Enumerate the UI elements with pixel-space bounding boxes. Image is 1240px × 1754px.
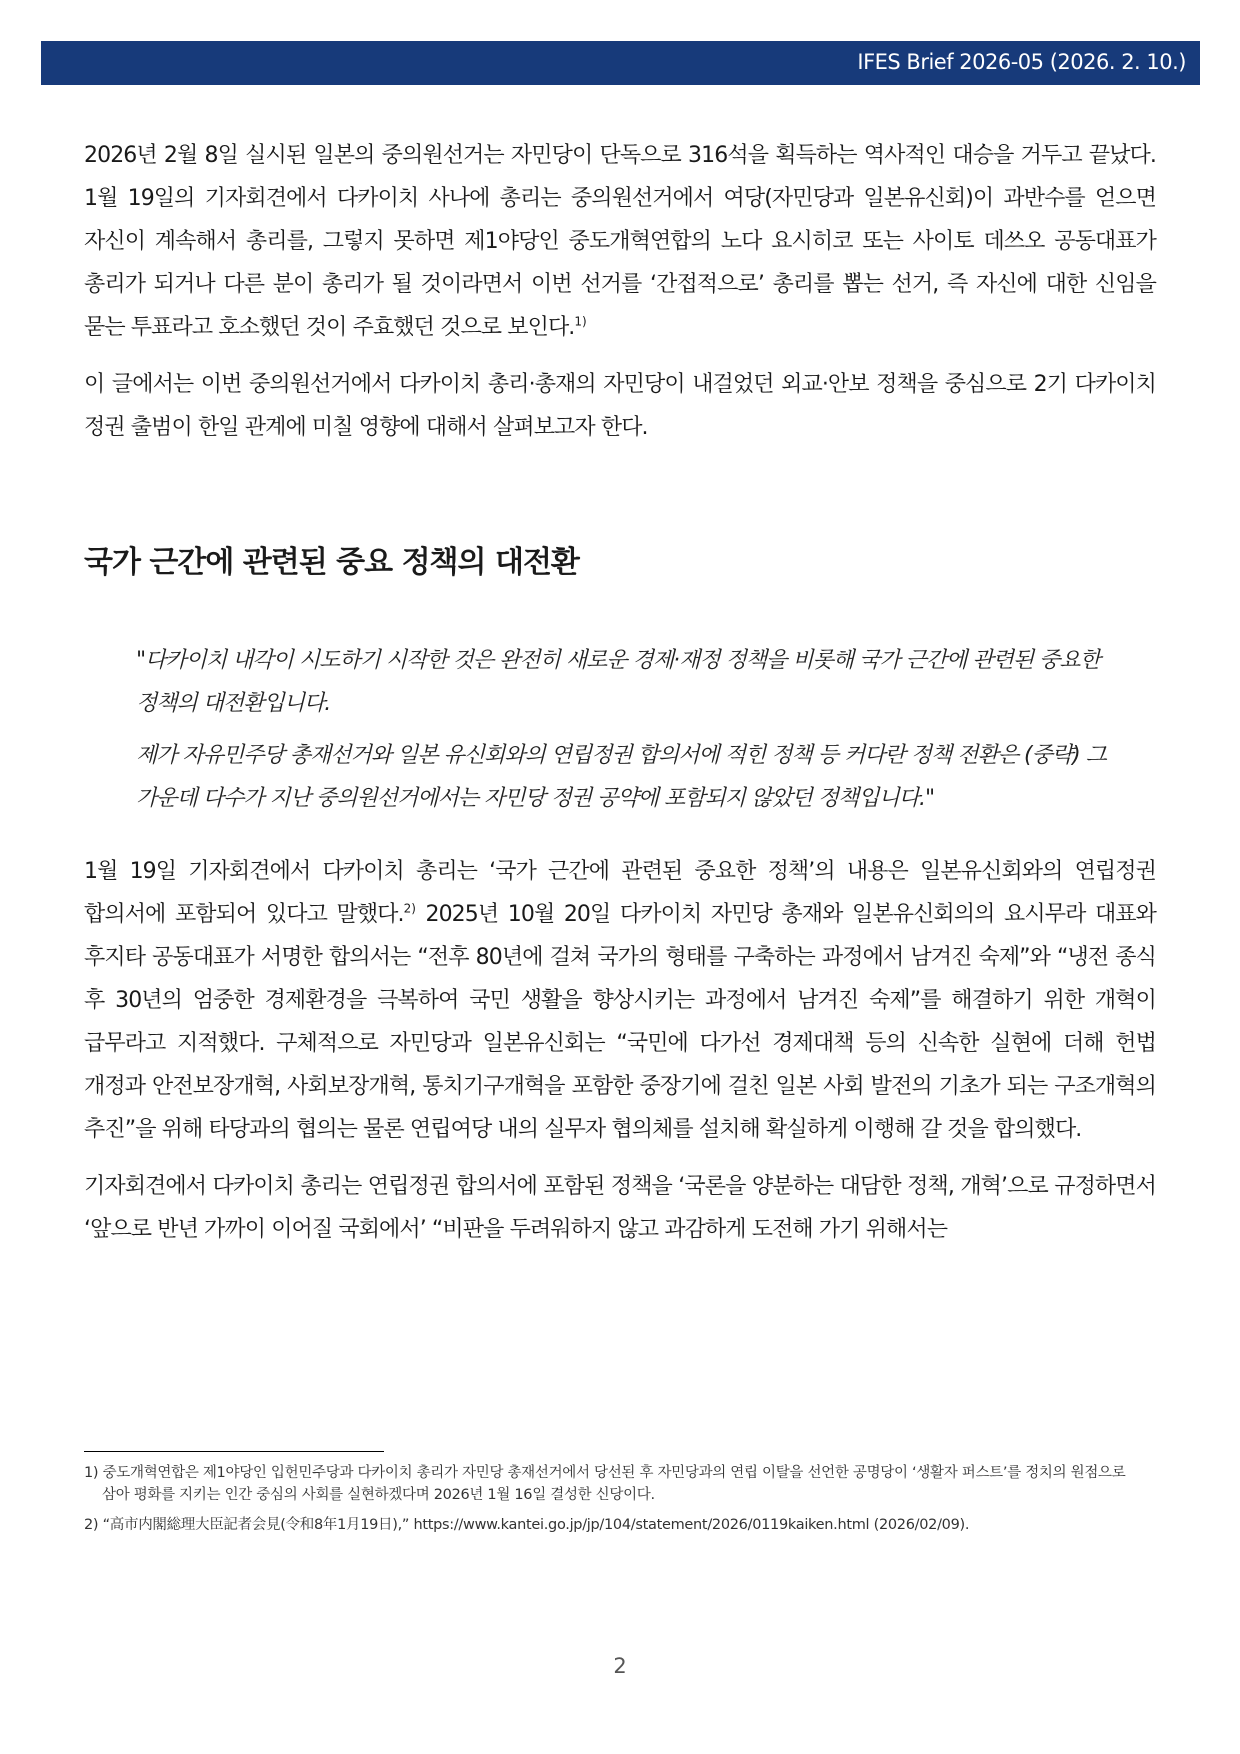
section-heading: 국가 근간에 관련된 중요 정책의 대전환: [84, 545, 579, 580]
quote-paragraph-2: 제가 자유민주당 총재선거와 일본 유신회와의 연립정권 합의서에 적힌 정책 등 커다란 정책 전환은 (중략) 그 가운데 다수가 지난 중의원선거에서는 자민당 정권 공약에 포함되지 않았던 정책입니다.": [136, 743, 1106, 811]
footnotes: [84, 1451, 1156, 1544]
body-paragraph-3-text-b: 2025년 10월 20일 다카이치 자민당 총재와 일본유신회의의 요시무라 대표와 후지타 공동대표가 서명한 합의서는 “전후 80년에 걸쳐 국가의 형태를 구축하는 과정에서 남겨진 숙제”와 “냉전 종식 후 30년의 엄중한 경제환경을 극복하여 국민 생활을 향상시키는 과정에서 남겨진 숙제”를 해결하기 위한 개혁이 급무라고 지적했다. 구체적으로 자민당과 일본유신회는 “국민에 다가선 경제대책 등의 신속한 실현에 더해 헌법 개정과 안전보장개혁, 사회보장개혁, 통치기구개혁을 포함한 중장기에 걸친 일본 사회 발전의 기초가 되는 구조개혁의 추진”을 위해 타당과의 협의는 물론 연립여당 내의 실무자 협의체를 설치해 확실하게 이행해 갈 것을 합의했다.: [84, 902, 1157, 1142]
header-bar: [41, 41, 1200, 85]
footnote-divider: [84, 1451, 384, 1452]
footnote-1: 1) 중도개혁연합은 제1야당인 입헌민주당과 다카이치 총리가 자민당 총재선거에서 당선된 후 자민당과의 연립 이탈을 선언한 공명당이 ‘생활자 퍼스트’를 정치의 원점으로 삼아 평화를 지키는 인간 중심의 사회를 실현하겠다며 2026년 1월 16일 결성한 신당이다.: [84, 1465, 1126, 1503]
intro-paragraph-2: 이 글에서는 이번 중의원선거에서 다카이치 총리·총재의 자민당이 내걸었던 외교·안보 정책을 중심으로 2기 다카이치 정권 출범이 한일 관계에 미칠 영향에 대해서 살펴보고자 한다.: [84, 372, 1156, 440]
footnote-ref-2[interactable]: 2): [403, 901, 416, 916]
intro-paragraph-1-text: 2026년 2월 8일 실시된 일본의 중의원선거는 자민당이 단독으로 316석을 획득하는 역사적인 대승을 거두고 끝났다. 1월 19일의 기자회견에서 다카이치 사나에 총리는 중의원선거에서 여당(자민당과 일본유신회)이 과반수를 얻으면 자신이 계속해서 총리를, 그렇지 못하면 제1야당인 중도개혁연합의 노다 요시히코 또는 사이토 데쓰오 공동대표가 총리가 되거나 다른 분이 총리가 될 것이라면서 이번 선거를 ‘간접적으로’ 총리를 뽑는 선거, 즉 자신에 대한 신임을 묻는 투표라고 호소했던 것이 주효했던 것으로 보인다.: [84, 143, 1156, 340]
page-number: 2: [613, 1654, 627, 1678]
brief-label: IFES Brief 2026-05 (2026. 2. 10.): [857, 50, 1186, 74]
body-paragraph-3-text-a: 1월 19일 기자회견에서 다카이치 총리는 ‘국가 근간에 관련된 중요한 정책’의 내용은 일본유신회와의 연립정권 합의서에 포함되어 있다고 말했다.: [84, 859, 1156, 927]
quote-paragraph-1: "다카이치 내각이 시도하기 시작한 것은 완전히 새로운 경제·재정 정책을 비롯해 국가 근간에 관련된 중요한 정책의 대전환입니다.: [136, 648, 1100, 716]
body-paragraph-4: 기자회견에서 다카이치 총리는 연립정권 합의서에 포함된 정책을 ‘국론을 양분하는 대담한 정책, 개혁’으로 규정하면서 ‘앞으로 반년 가까이 이어질 국회에서’ “비판을 두려워하지 않고 과감하게 도전해 가기 위해서는: [84, 1174, 1156, 1242]
main-content: [84, 134, 1156, 1265]
blockquote: [136, 639, 1144, 820]
footnote-2: 2) “高市内閣総理大臣記者会見(令和8年1月19日),” https://www.kantei.go.jp/jp/104/statement/2026/0119kaiken.html (2026/02/09).: [84, 1517, 970, 1533]
body-paragraph-3: [84, 850, 1156, 1151]
intro-paragraph-1: [84, 134, 1156, 349]
footnote-ref-1[interactable]: 1): [574, 314, 587, 329]
